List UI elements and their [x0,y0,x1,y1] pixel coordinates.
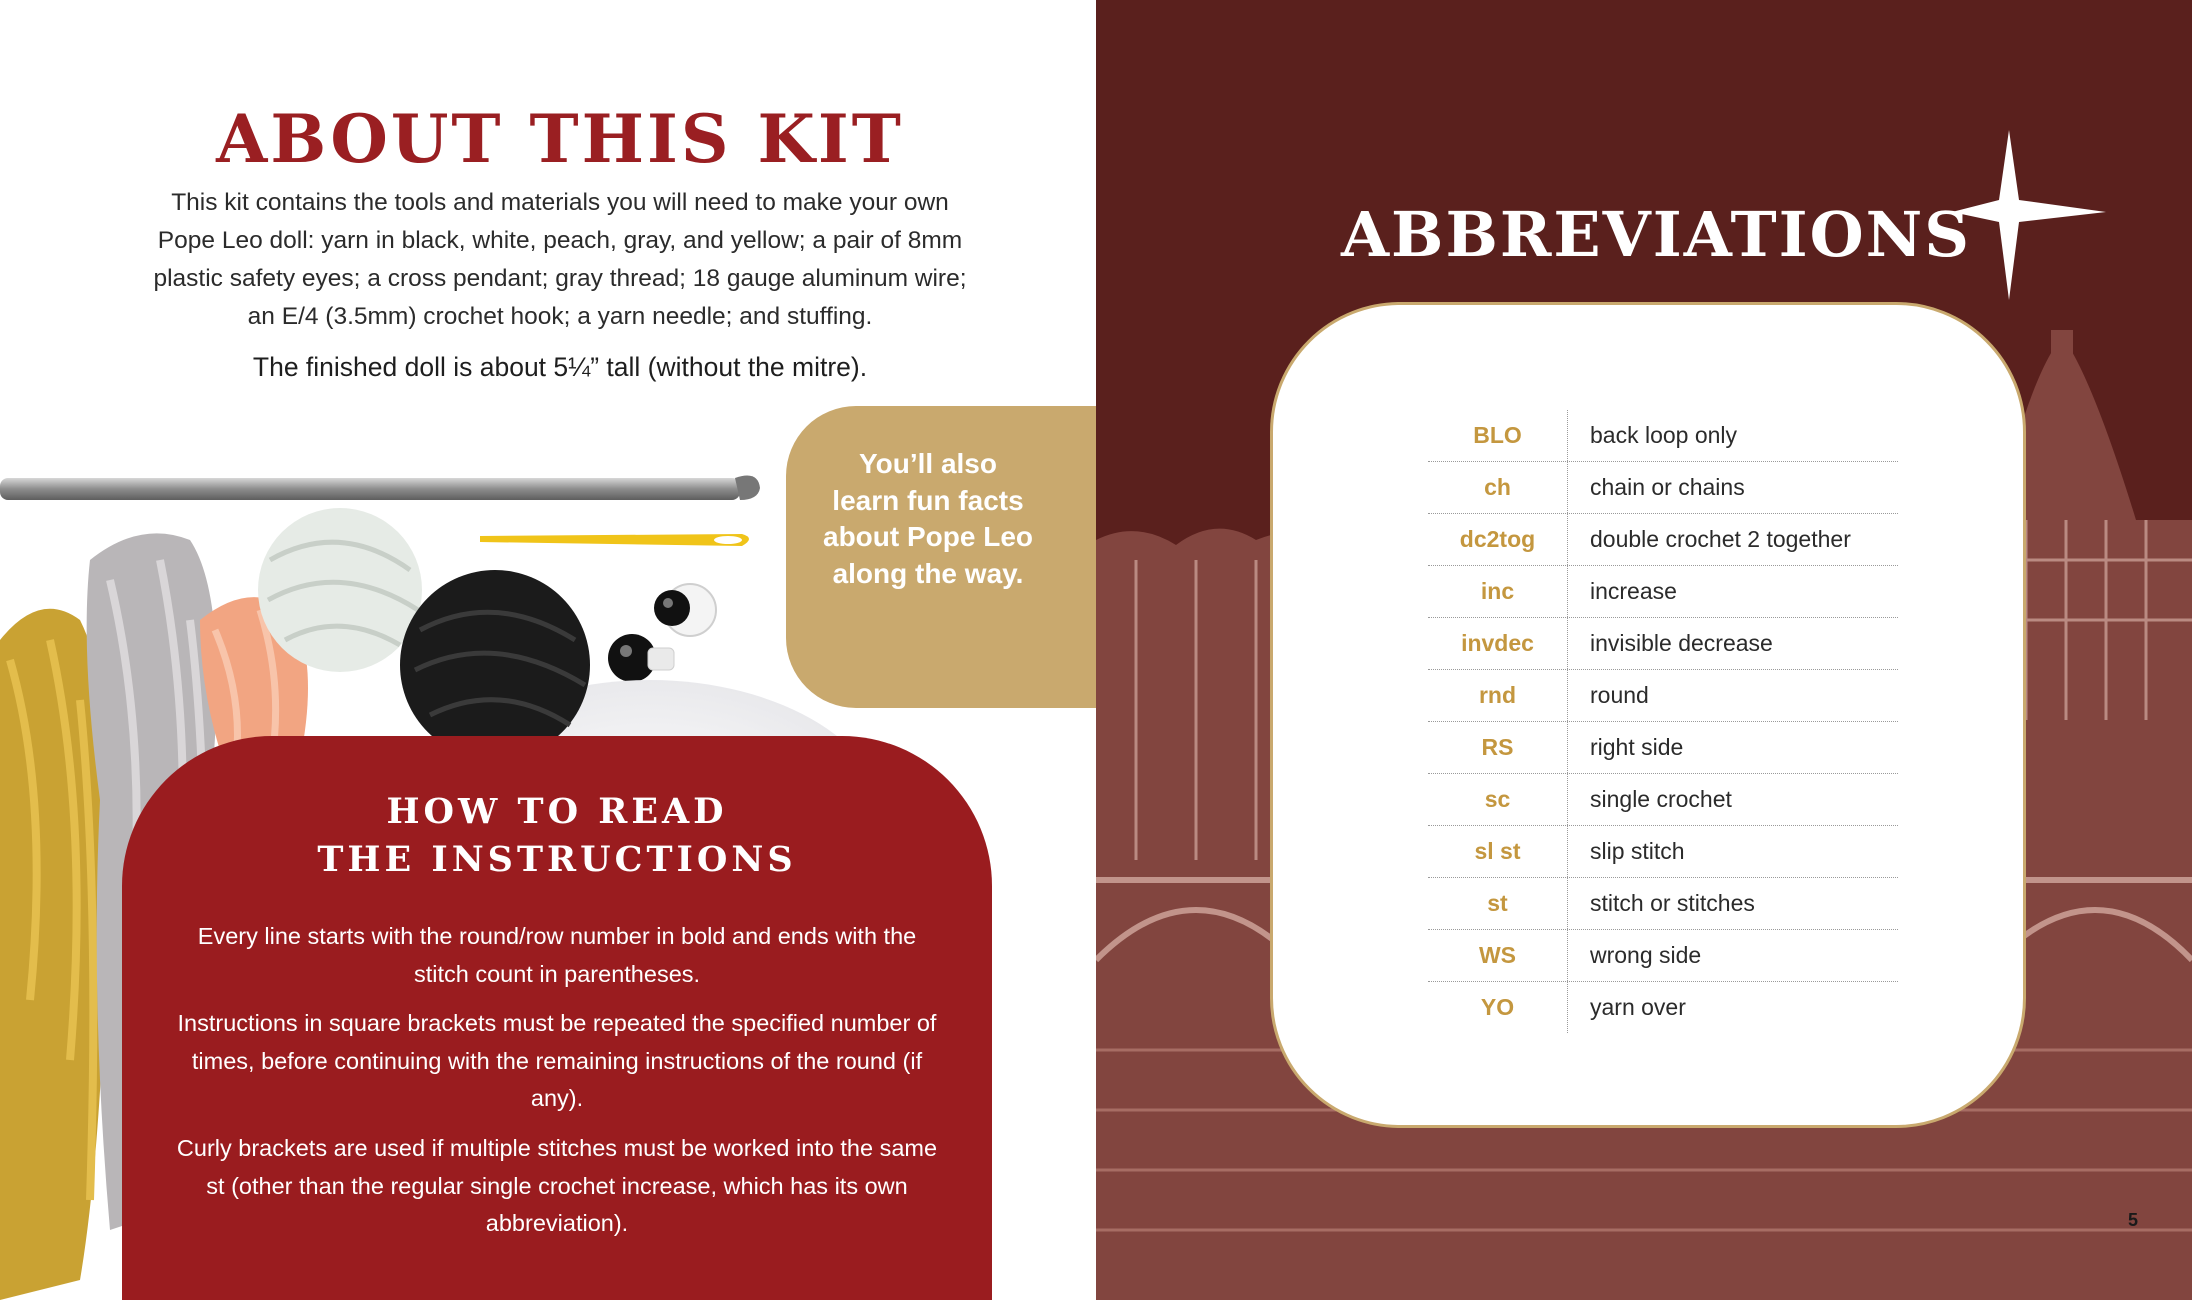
instructions-paragraph: Curly brackets are used if multiple stitches must be worked into the same st (other than the regular single crochet increase, which has its own abbreviation). [176,1135,938,1236]
abbreviation-meaning: invisible decrease [1590,630,1773,656]
abbreviation-meaning: right side [1590,734,1684,760]
abbreviation-meaning: back loop only [1590,422,1738,448]
abbreviation-meaning: stitch or stitches [1590,890,1755,916]
abbreviations-title: ABBREVIATIONS [1340,198,1972,271]
abbreviation-meaning: increase [1590,578,1677,604]
table-row [1428,774,1898,826]
page-title: ABOUT THIS KIT [216,100,904,178]
table-row [1428,878,1898,930]
abbreviation-meaning: round [1590,682,1649,708]
abbreviation-code: ch [1428,462,1568,513]
abbreviation-code: rnd [1428,670,1568,721]
abbreviation-code: sc [1428,774,1568,825]
table-row [1428,410,1898,462]
table-row [1428,722,1898,774]
yarn-needle-icon [480,534,749,546]
abbreviation-code: invdec [1428,618,1568,669]
table-row [1428,618,1898,670]
black-yarn-ball-icon [400,570,590,760]
kit-description: This kit contains the tools and materials you will need to make your own Pope Leo doll: yarn in black, white, peach, gray, and yellow; a pair of 8mm plastic safety eyes; a cross pendant; gray thread; 18 gauge aluminum wire; an E/4 (3.5mm) crochet hook; a yarn needle; and stuffing. [153,189,967,330]
abbreviation-code: st [1428,878,1568,929]
table-row [1428,982,1898,1033]
white-yarn-ball-icon [258,508,422,672]
table-row [1428,930,1898,982]
abbreviation-meaning: single crochet [1590,786,1732,812]
instructions-title [122,788,992,884]
abbreviation-code: YO [1428,982,1568,1033]
abbreviation-meaning: slip stitch [1590,838,1685,864]
abbreviation-code: dc2tog [1428,514,1568,565]
crochet-hook-icon [0,476,760,500]
finished-size-note: The finished doll is about 5¼” tall (without the mitre). [252,352,868,382]
page-number: 5 [2127,1210,2138,1230]
table-row [1428,566,1898,618]
abbreviation-code: inc [1428,566,1568,617]
table-row [1428,670,1898,722]
abbreviation-code: WS [1428,930,1568,981]
abbreviation-code: sl st [1428,826,1568,877]
instructions-paragraph: Every line starts with the round/row number in bold and ends with the stitch count in parentheses. [197,923,917,987]
abbreviation-code: RS [1428,722,1568,773]
fun-facts-callout-text: You’ll also learn fun facts about Pope Leo along the way. [823,448,1033,589]
abbreviations-table [1428,410,1898,1033]
abbreviation-meaning: wrong side [1590,942,1702,968]
instructions-title-line-2: THE INSTRUCTIONS [317,839,797,880]
table-row [1428,462,1898,514]
safety-eyes-icon [608,584,716,682]
table-row [1428,514,1898,566]
abbreviation-meaning: yarn over [1590,994,1686,1020]
instructions-paragraph: Instructions in square brackets must be repeated the specified number of times, before continuing with the remaining instructions of the round (if any). [177,1010,937,1111]
table-row [1428,826,1898,878]
instructions-title-line-1: HOW TO READ [386,791,728,832]
abbreviation-meaning: chain or chains [1590,474,1745,500]
abbreviation-meaning: double crochet 2 together [1590,526,1851,552]
abbreviation-code: BLO [1428,410,1568,461]
